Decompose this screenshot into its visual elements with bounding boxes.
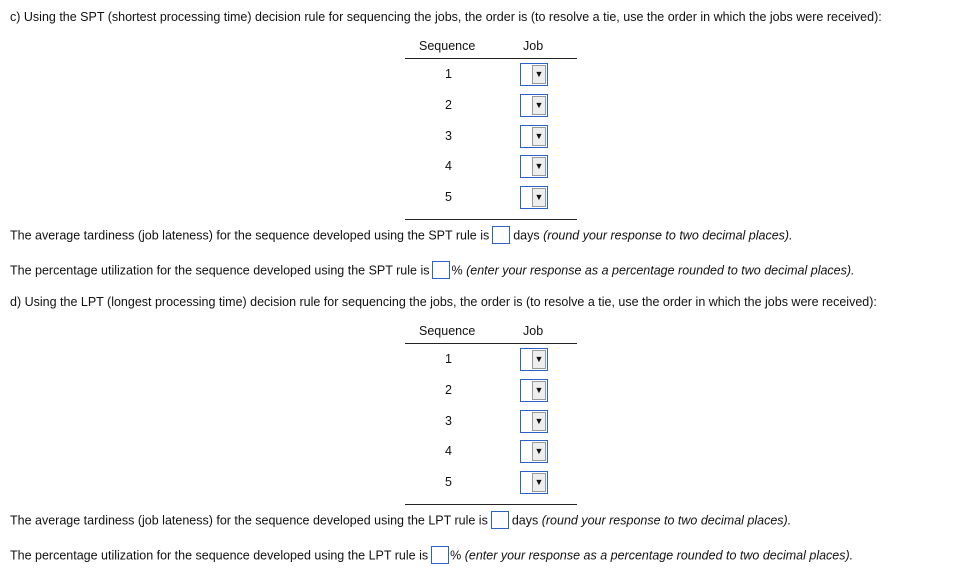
dropdown-arrow-icon: ▼ bbox=[532, 65, 546, 84]
spt-tardiness-input[interactable] bbox=[492, 226, 510, 244]
lpt-utilization-input[interactable] bbox=[431, 546, 449, 564]
dropdown-arrow-icon: ▼ bbox=[532, 473, 546, 492]
sequence-column-header: Sequence bbox=[419, 39, 476, 53]
days-unit: days bbox=[513, 228, 540, 243]
sequence-number: 3 bbox=[445, 413, 452, 428]
table-row bbox=[405, 406, 577, 437]
sequence-number: 1 bbox=[445, 352, 452, 366]
spt-tardiness-label: The average tardiness (job lateness) for the sequence developed using the SPT rule is bbox=[10, 228, 490, 243]
table-header bbox=[405, 38, 577, 59]
dropdown-arrow-icon: ▼ bbox=[532, 127, 546, 146]
sequence-number: 4 bbox=[445, 444, 452, 459]
table-row bbox=[405, 121, 577, 152]
days-unit: days bbox=[511, 513, 539, 528]
spt-sequence-table bbox=[405, 38, 577, 220]
lpt-job-select-2[interactable] bbox=[520, 379, 548, 402]
lpt-utilization-line bbox=[10, 547, 853, 565]
sequence-number: 5 bbox=[445, 475, 452, 490]
dropdown-arrow-icon: ▼ bbox=[532, 350, 546, 369]
lpt-job-select-4[interactable] bbox=[520, 440, 548, 463]
percentage-note: (enter your response as a percentage rounded to two decimal places). bbox=[464, 548, 854, 563]
table-row bbox=[405, 375, 577, 406]
spt-job-select-5[interactable] bbox=[520, 186, 548, 209]
spt-job-select-3[interactable] bbox=[520, 125, 548, 148]
table-row bbox=[405, 436, 577, 467]
sequence-number: 2 bbox=[445, 97, 452, 112]
rounding-note: (round your response to two decimal places). bbox=[543, 228, 793, 243]
percentage-note: (enter your response as a percentage rounded to two decimal places). bbox=[466, 263, 855, 278]
sequence-number: 5 bbox=[445, 190, 452, 205]
part-d-question: d) Using the LPT (longest processing time) decision rule for sequencing the jobs, the order is (to resolve a tie, use the order in which the jobs were received): bbox=[10, 295, 877, 309]
percent-unit: % bbox=[450, 548, 462, 563]
dropdown-arrow-icon: ▼ bbox=[532, 96, 546, 115]
table-header bbox=[405, 323, 577, 344]
sequence-number: 3 bbox=[445, 128, 452, 143]
lpt-tardiness-input[interactable] bbox=[491, 511, 509, 529]
table-row bbox=[405, 59, 577, 90]
spt-job-select-2[interactable] bbox=[520, 94, 548, 117]
dropdown-arrow-icon: ▼ bbox=[532, 412, 546, 431]
lpt-sequence-table bbox=[405, 323, 577, 505]
sequence-number: 1 bbox=[445, 67, 452, 81]
table-row bbox=[405, 467, 577, 498]
dropdown-arrow-icon: ▼ bbox=[532, 157, 546, 176]
dropdown-arrow-icon: ▼ bbox=[532, 381, 546, 400]
job-column-header: Job bbox=[523, 324, 544, 338]
spt-utilization-input[interactable] bbox=[432, 261, 450, 279]
spt-utilization-line bbox=[10, 262, 855, 280]
part-c-question: c) Using the SPT (shortest processing time) decision rule for sequencing the jobs, the order is (to resolve a tie, use the order in which the jobs were received): bbox=[10, 10, 882, 24]
sequence-column-header: Sequence bbox=[419, 324, 476, 338]
spt-job-select-4[interactable] bbox=[520, 155, 548, 178]
table-row bbox=[405, 182, 577, 213]
dropdown-arrow-icon: ▼ bbox=[532, 442, 546, 461]
table-row bbox=[405, 344, 577, 375]
spt-utilization-label: The percentage utilization for the sequence developed using the SPT rule is bbox=[10, 263, 430, 278]
rounding-note: (round your response to two decimal places). bbox=[541, 513, 792, 528]
table-bottom-rule bbox=[405, 213, 577, 220]
spt-job-select-1[interactable] bbox=[520, 63, 548, 86]
lpt-tardiness-label: The average tardiness (job lateness) for the sequence developed using the LPT rule is bbox=[10, 513, 488, 528]
table-bottom-rule bbox=[405, 498, 577, 505]
percent-unit: % bbox=[451, 263, 463, 278]
dropdown-arrow-icon: ▼ bbox=[532, 188, 546, 207]
job-column-header: Job bbox=[523, 39, 544, 53]
table-row bbox=[405, 151, 577, 182]
sequence-number: 2 bbox=[445, 382, 452, 397]
lpt-tardiness-line bbox=[10, 512, 791, 530]
spt-tardiness-line bbox=[10, 227, 793, 245]
lpt-job-select-5[interactable] bbox=[520, 471, 548, 494]
lpt-job-select-3[interactable] bbox=[520, 410, 548, 433]
table-row bbox=[405, 90, 577, 121]
lpt-job-select-1[interactable] bbox=[520, 348, 548, 371]
lpt-utilization-label: The percentage utilization for the sequence developed using the LPT rule is bbox=[10, 548, 429, 563]
sequence-number: 4 bbox=[445, 159, 452, 174]
